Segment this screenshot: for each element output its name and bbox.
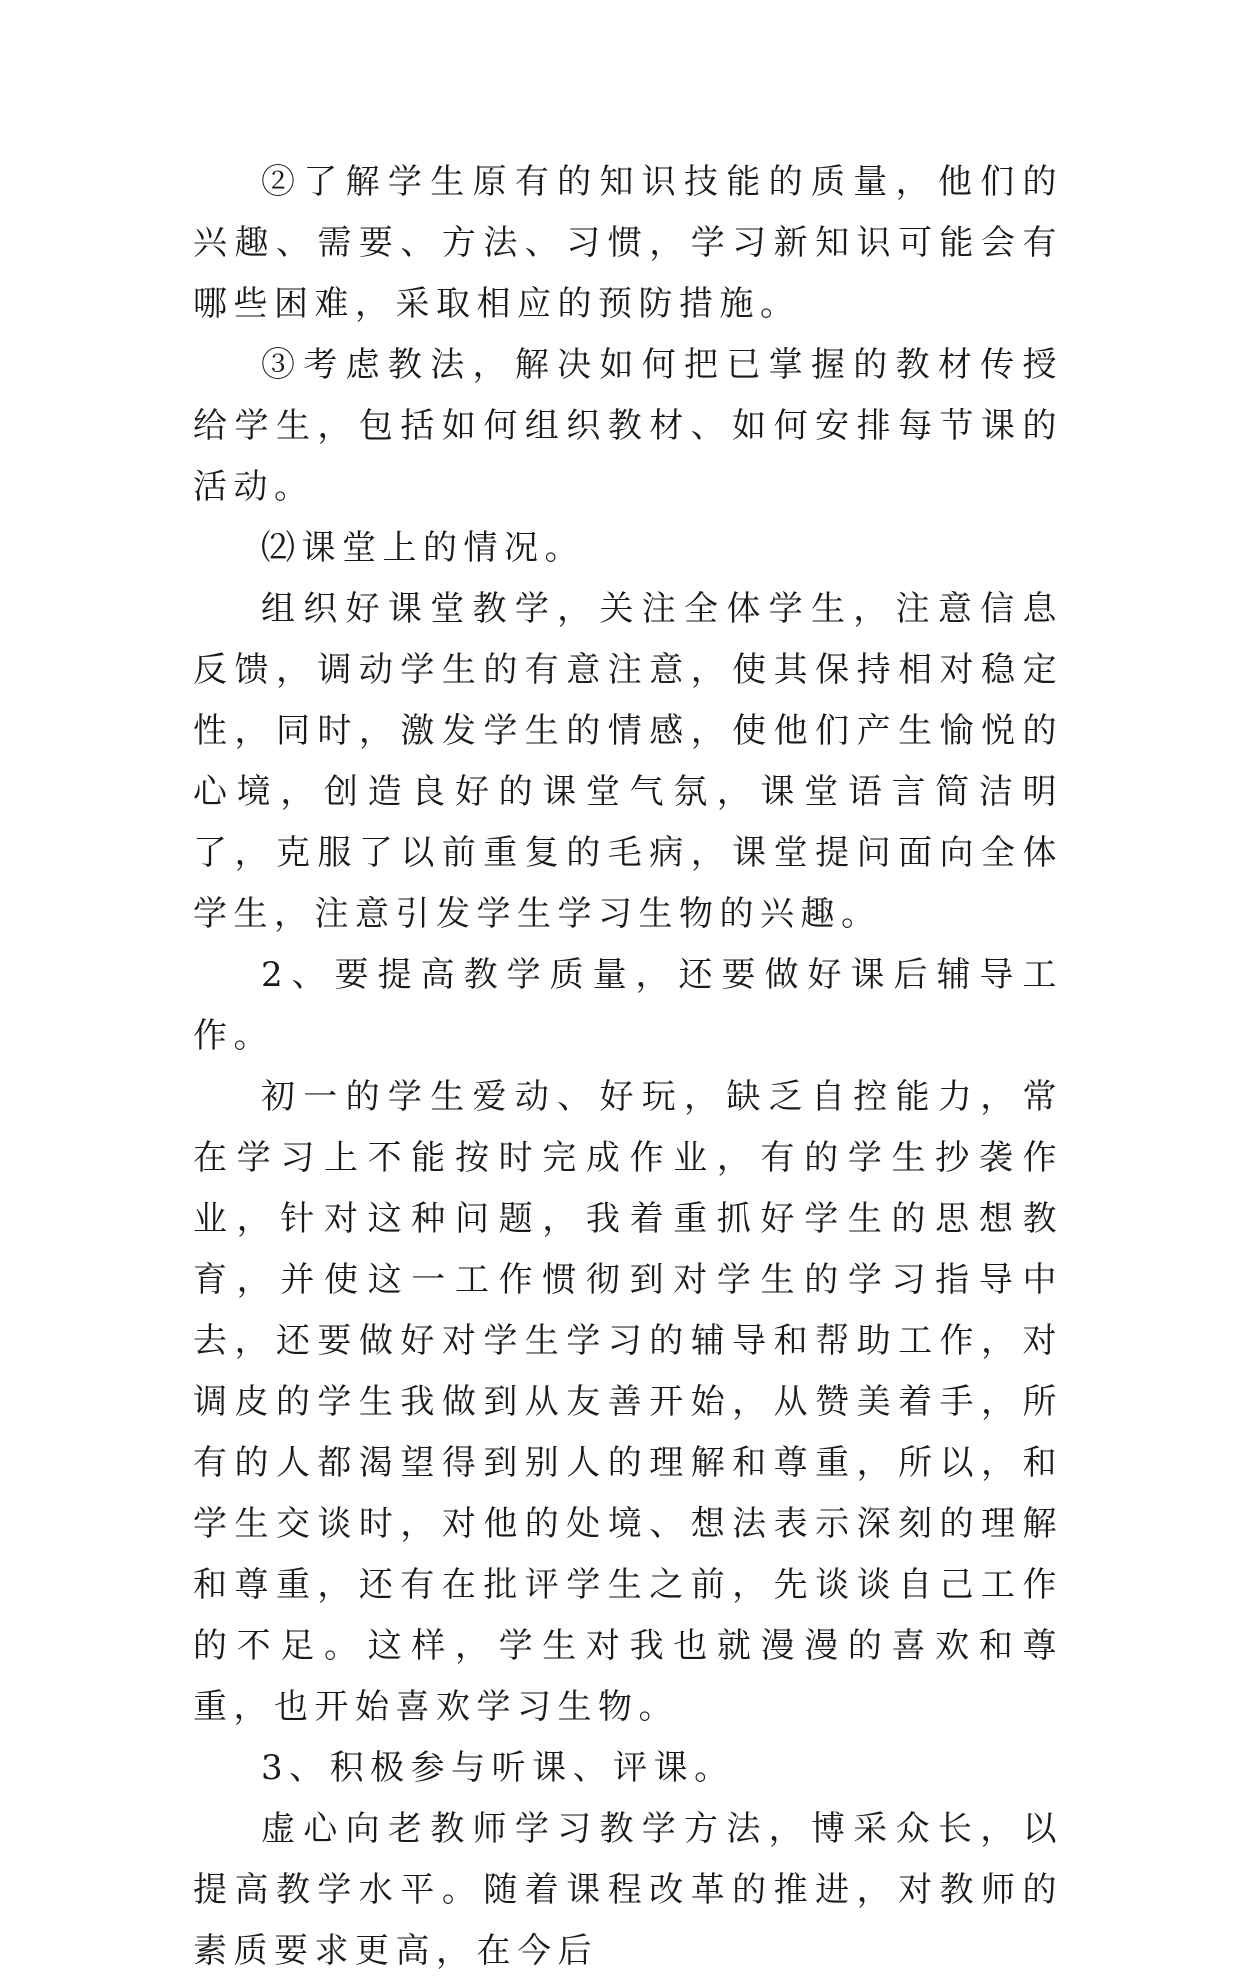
paragraph-teaching-method: ③考虑教法，解决如何把已掌握的教材传授给学生，包括如何组织教材、如何安排每节课的活动。 bbox=[193, 345, 1063, 507]
paragraph-classroom-organization: 组织好课堂教学，关注全体学生，注意信息反馈，调动学生的有意注意，使其保持相对稳定性，同时，激发学生的情感，使他们产生愉悦的心境，创造良好的课堂气氛，课堂语言简洁明了，克服了以前重复的毛病，课堂提问面向全体学生，注意引发学生学习生物的兴趣。 bbox=[193, 589, 1063, 934]
paragraph-understand-students: ②了解学生原有的知识技能的质量，他们的兴趣、需要、方法、习惯，学习新知识可能会有哪些困难，采取相应的预防措施。 bbox=[193, 162, 1063, 324]
paragraph-learn-from-teachers: 虚心向老教师学习教学方法，博采众长，以提高教学水平。随着课程改革的推进，对教师的素质要求更高，在今后 bbox=[193, 1809, 1063, 1971]
paragraph-classroom-heading: ⑵课堂上的情况。 bbox=[261, 528, 585, 568]
paragraph-after-class-guidance: 初一的学生爱动、好玩，缺乏自控能力，常在学习上不能按时完成作业，有的学生抄袭作业，针对这种问题，我着重抓好学生的思想教育，并使这一工作惯彻到对学生的学习指导中去，还要做好对学生学习的辅导和帮助工作，对调皮的学生我做到从友善开始，从赞美着手，所有的人都渴望得到别人的理解和尊重，所以，和学生交谈时，对他的处境、想法表示深刻的理解和尊重，还有在批评学生之前，先谈谈自己工作的不足。这样，学生对我也就漫漫的喜欢和尊重，也开始喜欢学习生物。 bbox=[193, 1077, 1063, 1727]
paragraph-lesson-review-heading: 3、积极参与听课、评课。 bbox=[261, 1748, 735, 1788]
document-body bbox=[193, 152, 1063, 1982]
paragraph-after-class-heading: 2、要提高教学质量，还要做好课后辅导工作。 bbox=[193, 955, 1063, 1056]
